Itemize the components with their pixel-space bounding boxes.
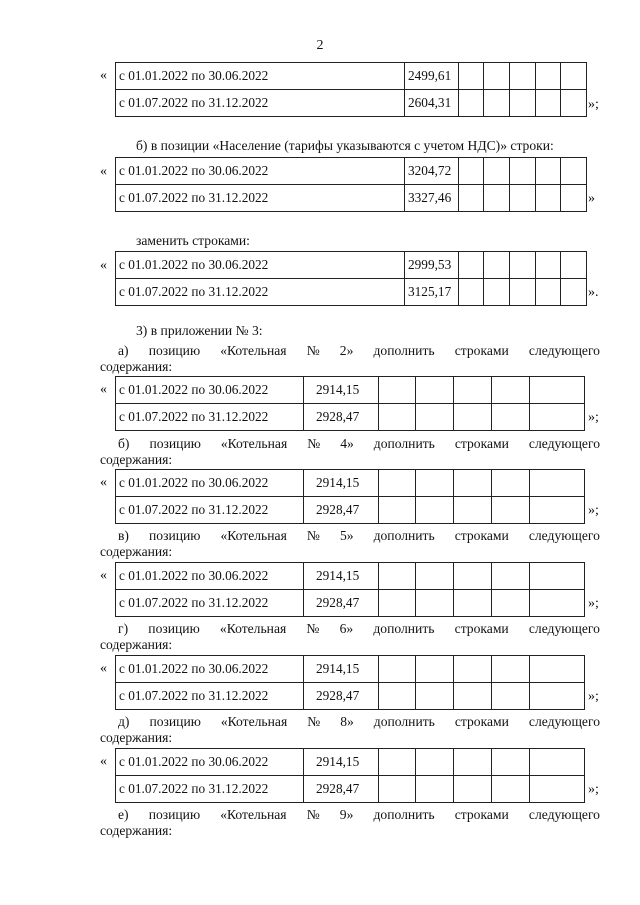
section-e-line — [118, 807, 600, 823]
word: «Котельная — [220, 343, 287, 358]
period-cell: с 01.07.2022 по 31.12.2022 — [116, 683, 304, 710]
open-quote: « — [100, 258, 107, 273]
period-cell: с 01.01.2022 по 30.06.2022 — [116, 252, 405, 279]
word: дополнить — [373, 621, 435, 636]
tariff-table-a — [115, 376, 585, 431]
table-row — [116, 279, 587, 306]
table-row — [116, 683, 585, 710]
word: «Котельная — [220, 807, 287, 822]
word: следующего — [528, 714, 600, 729]
word: № — [306, 343, 320, 358]
word: дополнить — [373, 343, 435, 358]
value-cell: 2914,15 — [304, 749, 379, 776]
word: строками — [454, 436, 509, 451]
word: следующего — [528, 436, 600, 451]
period-cell: с 01.07.2022 по 31.12.2022 — [116, 185, 405, 212]
word: позицию — [149, 436, 201, 451]
table-row — [116, 749, 585, 776]
word: следующего — [528, 528, 600, 543]
close-quote: »; — [588, 782, 599, 797]
word: 2» — [339, 343, 354, 358]
open-quote: « — [100, 68, 107, 83]
word: дополнить — [373, 436, 435, 451]
close-quote: »; — [588, 97, 599, 112]
word: позицию — [149, 528, 201, 543]
value-cell: 2914,15 — [304, 377, 379, 404]
open-quote: « — [100, 661, 107, 676]
word: строками — [454, 714, 509, 729]
table-row — [116, 470, 585, 497]
section-v-line — [118, 528, 600, 544]
word: г) — [118, 621, 129, 636]
period-cell: с 01.01.2022 по 30.06.2022 — [116, 377, 304, 404]
section-d-line — [118, 714, 600, 730]
table-row — [116, 497, 585, 524]
continuation-text: содержания: — [100, 544, 173, 559]
word: е) — [118, 807, 129, 822]
tariff-table-v — [115, 562, 585, 617]
open-quote: « — [100, 754, 107, 769]
tariff-table-2 — [115, 157, 587, 212]
word: № — [306, 621, 320, 636]
table-row — [116, 377, 585, 404]
period-cell: с 01.01.2022 по 30.06.2022 — [116, 158, 405, 185]
continuation-text: содержания: — [100, 823, 173, 838]
period-cell: с 01.07.2022 по 31.12.2022 — [116, 404, 304, 431]
close-quote: ». — [588, 285, 599, 300]
close-quote: »; — [588, 503, 599, 518]
word: б) — [118, 436, 130, 451]
table-row — [116, 63, 587, 90]
section-g-line — [118, 621, 600, 637]
tariff-table-b — [115, 469, 585, 524]
word: а) — [118, 343, 129, 358]
word: дополнить — [373, 714, 435, 729]
value-cell: 2604,31 — [405, 90, 459, 117]
table-row — [116, 404, 585, 431]
word: «Котельная — [219, 621, 287, 636]
appendix-3-heading: 3) в приложении № 3: — [136, 323, 263, 338]
period-cell: с 01.07.2022 по 31.12.2022 — [116, 497, 304, 524]
word: строками — [454, 528, 509, 543]
word: д) — [118, 714, 130, 729]
table-row — [116, 656, 585, 683]
value-cell: 2914,15 — [304, 470, 379, 497]
period-cell: с 01.01.2022 по 30.06.2022 — [116, 63, 405, 90]
word: № — [307, 714, 321, 729]
period-cell: с 01.01.2022 по 30.06.2022 — [116, 656, 304, 683]
word: № — [307, 436, 321, 451]
word: следующего — [528, 807, 600, 822]
value-cell: 2928,47 — [304, 497, 379, 524]
value-cell: 3327,46 — [405, 185, 459, 212]
open-quote: « — [100, 382, 107, 397]
word: в) — [118, 528, 129, 543]
word: строками — [454, 807, 509, 822]
open-quote: « — [100, 475, 107, 490]
value-cell: 2914,15 — [304, 656, 379, 683]
value-cell: 2928,47 — [304, 590, 379, 617]
section-a-line — [118, 343, 600, 359]
word: дополнить — [373, 528, 435, 543]
open-quote: « — [100, 568, 107, 583]
word: дополнить — [373, 807, 435, 822]
table-row — [116, 158, 587, 185]
word: следующего — [528, 343, 600, 358]
word: 6» — [339, 621, 354, 636]
word: позицию — [149, 714, 201, 729]
word: «Котельная — [220, 528, 287, 543]
table-row — [116, 563, 585, 590]
value-cell: 3204,72 — [405, 158, 459, 185]
word: «Котельная — [220, 436, 288, 451]
close-quote: » — [588, 191, 595, 206]
period-cell: с 01.07.2022 по 31.12.2022 — [116, 590, 304, 617]
tariff-table-3 — [115, 251, 587, 306]
word: строками — [454, 621, 509, 636]
word: 5» — [339, 528, 354, 543]
period-cell: с 01.07.2022 по 31.12.2022 — [116, 776, 304, 803]
word: позицию — [148, 807, 201, 822]
value-cell: 3125,17 — [405, 279, 459, 306]
paragraph-b: б) в позиции «Население (тарифы указываются с учетом НДС)» строки: — [136, 138, 554, 153]
table-row — [116, 590, 585, 617]
word: позицию — [148, 343, 201, 358]
continuation-text: содержания: — [100, 452, 173, 467]
tariff-table-d — [115, 748, 585, 803]
value-cell: 2928,47 — [304, 776, 379, 803]
value-cell: 2914,15 — [304, 563, 379, 590]
section-b-line — [118, 436, 600, 452]
close-quote: »; — [588, 689, 599, 704]
word: «Котельная — [220, 714, 288, 729]
value-cell: 2999,53 — [405, 252, 459, 279]
word: 4» — [340, 436, 354, 451]
table-row — [116, 90, 587, 117]
page-number: 2 — [316, 38, 324, 53]
word: № — [306, 528, 320, 543]
period-cell: с 01.07.2022 по 31.12.2022 — [116, 279, 405, 306]
period-cell: с 01.01.2022 по 30.06.2022 — [116, 563, 304, 590]
continuation-text: содержания: — [100, 637, 173, 652]
value-cell: 2499,61 — [405, 63, 459, 90]
word: следующего — [528, 621, 600, 636]
open-quote: « — [100, 164, 107, 179]
word: № — [306, 807, 320, 822]
table-row — [116, 252, 587, 279]
close-quote: »; — [588, 596, 599, 611]
period-cell: с 01.01.2022 по 30.06.2022 — [116, 749, 304, 776]
value-cell: 2928,47 — [304, 683, 379, 710]
replace-text: заменить строками: — [136, 233, 250, 248]
tariff-table-1 — [115, 62, 587, 117]
period-cell: с 01.01.2022 по 30.06.2022 — [116, 470, 304, 497]
value-cell: 2928,47 — [304, 404, 379, 431]
word: 9» — [339, 807, 354, 822]
tariff-table-g — [115, 655, 585, 710]
word: 8» — [340, 714, 354, 729]
continuation-text: содержания: — [100, 730, 173, 745]
table-row — [116, 185, 587, 212]
word: позицию — [148, 621, 200, 636]
close-quote: »; — [588, 410, 599, 425]
continuation-text: содержания: — [100, 359, 173, 374]
table-row — [116, 776, 585, 803]
period-cell: с 01.07.2022 по 31.12.2022 — [116, 90, 405, 117]
word: строками — [454, 343, 509, 358]
